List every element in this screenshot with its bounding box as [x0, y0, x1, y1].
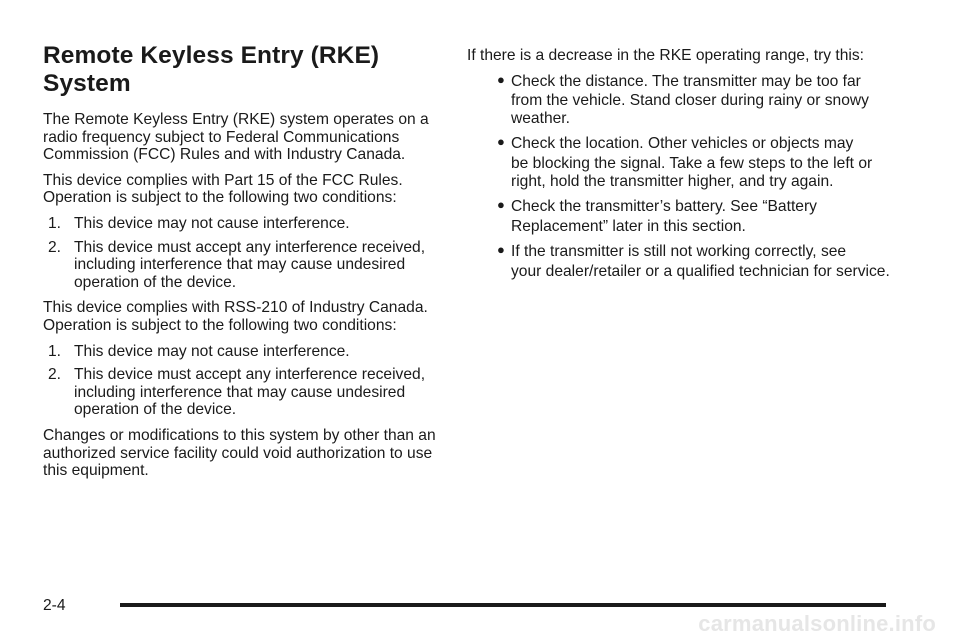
list-item	[467, 243, 897, 280]
list-text: This device may not cause interference.	[74, 214, 350, 232]
page-title: Remote Keyless Entry (RKE) System	[43, 42, 380, 97]
list-item	[467, 135, 897, 190]
rss-paragraph: This device complies with RSS-210 of Industry Canada. Operation is subject to the following two conditions:	[43, 299, 428, 334]
list-item	[467, 73, 897, 128]
list-item	[43, 366, 451, 419]
bullet-icon: ●	[497, 134, 505, 150]
bullet-first-line: Check the location. Other vehicles or objects may	[511, 135, 854, 153]
footer-divider	[120, 603, 886, 607]
right-column	[467, 47, 897, 289]
bullet-first-line: Check the distance. The transmitter may be too far	[511, 72, 861, 90]
list-text: This device must accept any interference received, including interference that may cause undesired operation of the device.	[74, 238, 426, 291]
list-number: 2.	[48, 238, 62, 256]
list-number: 1.	[48, 342, 62, 360]
left-column	[43, 42, 451, 488]
bullet-icon: ●	[497, 197, 505, 213]
changes-paragraph: Changes or modifications to this system by other than an authorized service facility could void authorization to use this equipment.	[43, 426, 436, 480]
list-item	[43, 239, 451, 292]
troubleshooting-list	[467, 73, 897, 281]
list-item	[467, 198, 897, 235]
bullet-first-line: If the transmitter is still not working correctly, see	[511, 243, 847, 261]
list-number: 2.	[48, 366, 62, 384]
bullet-text: your dealer/retailer or a qualified technician for service.	[511, 262, 890, 280]
list-text: This device may not cause interference.	[74, 342, 350, 360]
list-text: This device must accept any interference received, including interference that may cause undesired operation of the device.	[74, 366, 426, 419]
page-number: 2-4	[43, 597, 66, 614]
list-item	[43, 343, 451, 361]
list-item	[43, 215, 451, 233]
bullet-icon: ●	[497, 71, 505, 87]
bullet-first-line: Check the transmitter’s battery. See “Battery	[511, 198, 817, 216]
list-number: 1.	[48, 214, 62, 232]
fcc-conditions-list	[43, 215, 451, 291]
bullet-text: from the vehicle. Stand closer during rainy or snowy weather.	[511, 92, 869, 127]
range-intro-paragraph: If there is a decrease in the RKE operating range, try this:	[467, 47, 864, 64]
bullet-text: be blocking the signal. Take a few steps to the left or right, hold the transmitter higher, and try again.	[511, 154, 873, 190]
fcc-paragraph: This device complies with Part 15 of the FCC Rules. Operation is subject to the following two conditions:	[43, 171, 403, 207]
bullet-text: Replacement” later in this section.	[511, 217, 746, 235]
watermark: carmanualsonline.info	[698, 611, 936, 636]
rss-conditions-list	[43, 343, 451, 419]
bullet-icon: ●	[497, 242, 505, 258]
rke-intro-paragraph: The Remote Keyless Entry (RKE) system operates on a radio frequency subject to Federal Communications Commission (FCC) Rules and with Industry Canada.	[43, 111, 429, 164]
